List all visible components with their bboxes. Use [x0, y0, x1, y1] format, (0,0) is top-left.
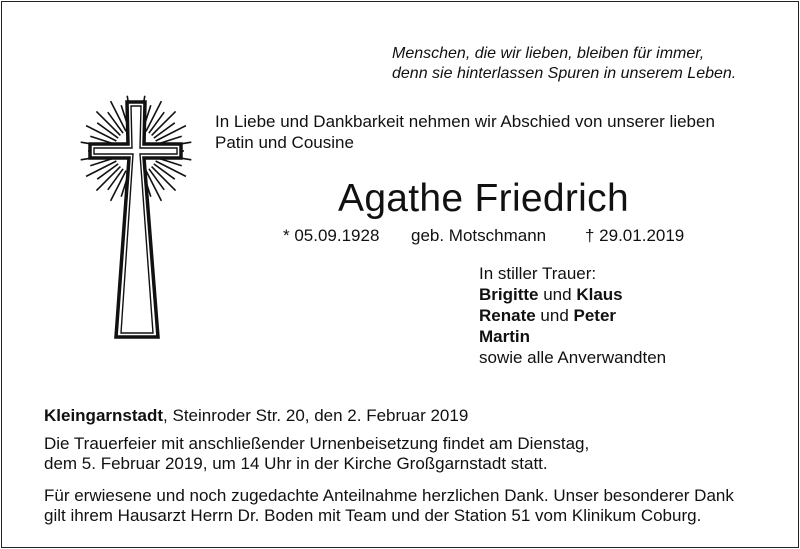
mourner-joiner: und	[535, 306, 574, 325]
mourner-name: Peter	[573, 306, 617, 325]
place-date-line	[44, 405, 468, 426]
intro-text	[215, 111, 715, 153]
mourner-name: Brigitte	[479, 285, 539, 304]
thanks-text	[44, 486, 734, 526]
memorial-quote	[392, 44, 736, 84]
mourner-name: Renate	[479, 306, 536, 325]
mourners-block	[479, 263, 666, 368]
quote-line: Menschen, die wir lieben, bleiben für immer,	[392, 45, 705, 62]
birth-date: * 05.09.1928	[283, 226, 380, 245]
mourner-row	[479, 305, 666, 326]
mourners-heading: In stiller Trauer:	[479, 264, 597, 283]
maiden-name: geb. Motschmann	[411, 226, 547, 245]
ceremony-info	[44, 434, 589, 474]
address-date: , Steinroder Str. 20, den 2. Februar 2019	[163, 406, 469, 425]
death-date: † 29.01.2019	[585, 226, 685, 245]
town-name: Kleingarnstadt	[44, 406, 164, 425]
intro-line: In Liebe und Dankbarkeit nehmen wir Abschied von unserer lieben	[215, 112, 715, 131]
mourner-name: Martin	[479, 327, 530, 346]
mourners-closing: sowie alle Anverwandten	[479, 348, 667, 367]
ceremony-line: Die Trauerfeier mit anschließender Urnenbeisetzung findet am Dienstag,	[44, 434, 590, 453]
radiant-cross-icon	[80, 92, 200, 352]
quote-line: denn sie hinterlassen Spuren in unserem Leben.	[392, 65, 737, 82]
thanks-line: gilt ihrem Hausarzt Herrn Dr. Boden mit Team und der Station 51 vom Klinikum Coburg.	[44, 506, 702, 525]
intro-line: Patin und Cousine	[215, 133, 354, 152]
ceremony-line: dem 5. Februar 2019, um 14 Uhr in der Kirche Großgarnstadt statt.	[44, 454, 548, 473]
mourner-row	[479, 284, 666, 305]
deceased-name: Agathe Friedrich	[338, 177, 629, 220]
mourner-row	[479, 326, 666, 347]
mourner-name: Klaus	[576, 285, 623, 304]
thanks-line: Für erwiesene und noch zugedachte Anteilnahme herzlichen Dank. Unser besonderer Dank	[44, 486, 734, 505]
mourner-joiner: und	[538, 285, 577, 304]
